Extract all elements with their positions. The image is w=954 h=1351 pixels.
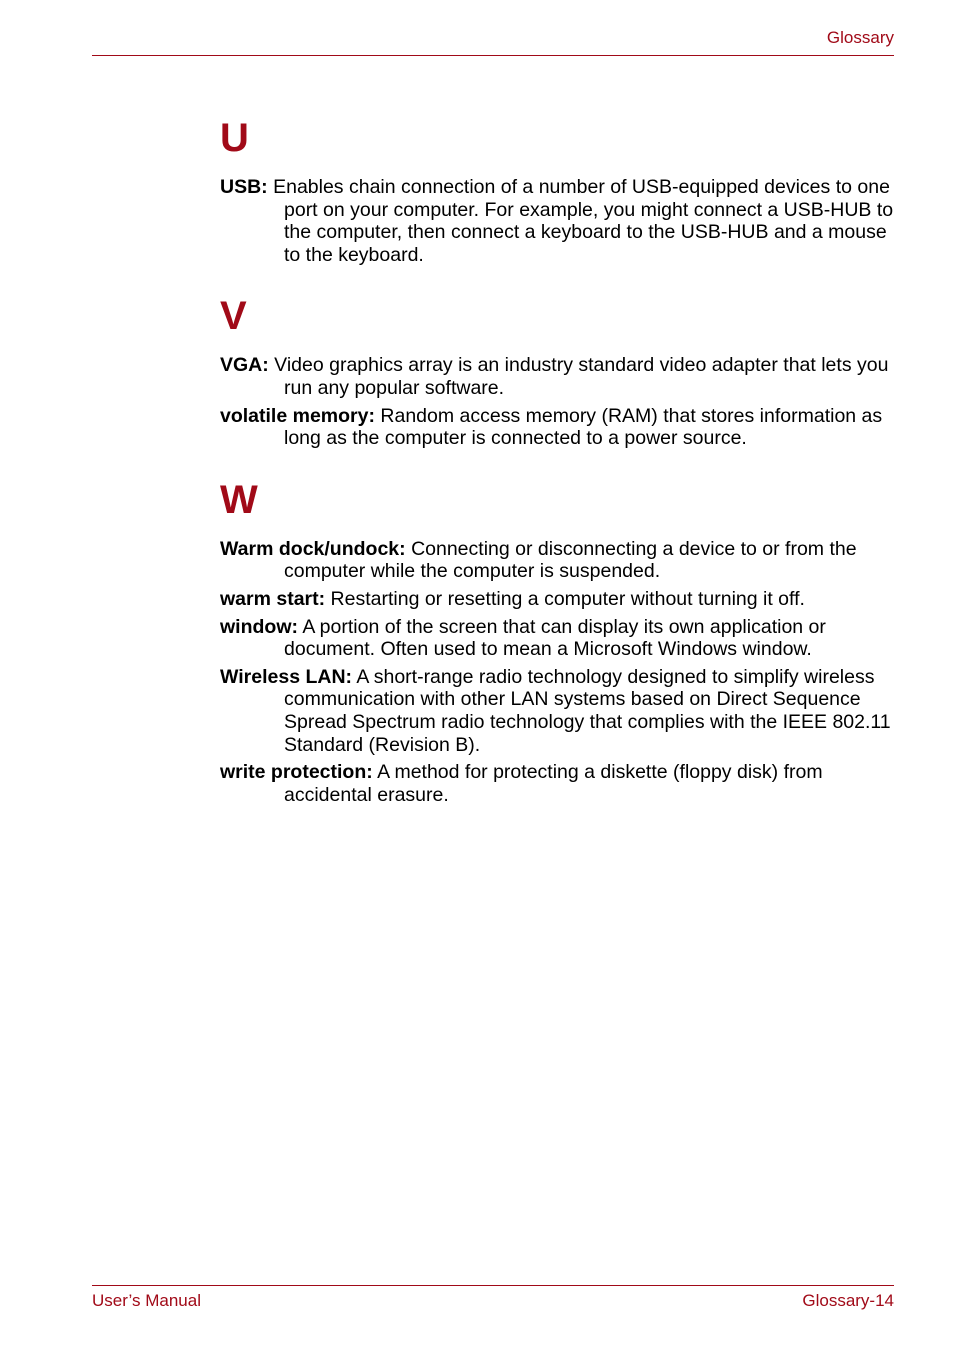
entry-term: warm start:: [220, 587, 326, 610]
glossary-entry: [220, 616, 900, 661]
section-letter: V: [220, 294, 247, 339]
entry-definition: Random access memory (RAM) that stores information as long as the computer is connected to a power source.: [284, 404, 883, 450]
entry-definition: A method for protecting a diskette (floppy disk) from accidental erasure.: [284, 761, 823, 806]
glossary-entry: [220, 176, 900, 266]
glossary-entry: [220, 666, 900, 756]
glossary-entry: [220, 761, 900, 806]
entry-term: USB:: [220, 176, 268, 198]
entry-definition: Connecting or disconnecting a device to or from the computer while the computer is suspended.: [284, 537, 857, 583]
section-letter: W: [220, 477, 258, 522]
glossary-section-u: [220, 118, 900, 266]
section-letter: U: [220, 116, 249, 160]
entry-definition: Video graphics array is an industry standard video adapter that lets you run any popular software.: [274, 354, 889, 399]
entry-term: write protection:: [220, 761, 373, 784]
entry-term: window:: [220, 615, 298, 638]
entry-definition: Restarting or resetting a computer without turning it off.: [330, 587, 805, 610]
header-divider: [92, 55, 894, 56]
entry-term: Wireless LAN:: [220, 665, 353, 688]
glossary-entry: [220, 588, 900, 611]
footer-divider: [92, 1285, 894, 1286]
glossary-section-v: [220, 296, 900, 449]
glossary-entry: [220, 354, 900, 399]
entry-term: VGA:: [220, 354, 269, 377]
entry-definition: A short-range radio technology designed to simplify wireless communication with other LAN systems based on Direct Sequence Spread Spectrum radio technology that complies with the IEEE 802.11 Standard (Revision B).: [284, 665, 891, 756]
entry-definition: Enables chain connection of a number of USB-equipped devices to one port on your computer. For example, you might connect a USB-HUB to the computer, then connect a keyboard to the USB-HUB and a mouse to the keyboard.: [273, 176, 894, 266]
entry-term: Warm dock/undock:: [220, 537, 406, 560]
glossary-entry: [220, 538, 900, 583]
page-header-title: Glossary: [826, 28, 894, 47]
entry-definition: A portion of the screen that can display its own application or document. Often used to mean a Microsoft Windows window.: [284, 615, 826, 661]
glossary-entry: [220, 405, 900, 450]
glossary-content: [220, 110, 900, 811]
footer-manual-title: User’s Manual: [92, 1291, 201, 1310]
footer-page-number: Glossary-14: [802, 1291, 894, 1310]
entry-term: volatile memory:: [220, 404, 375, 427]
glossary-section-w: [220, 477, 900, 807]
